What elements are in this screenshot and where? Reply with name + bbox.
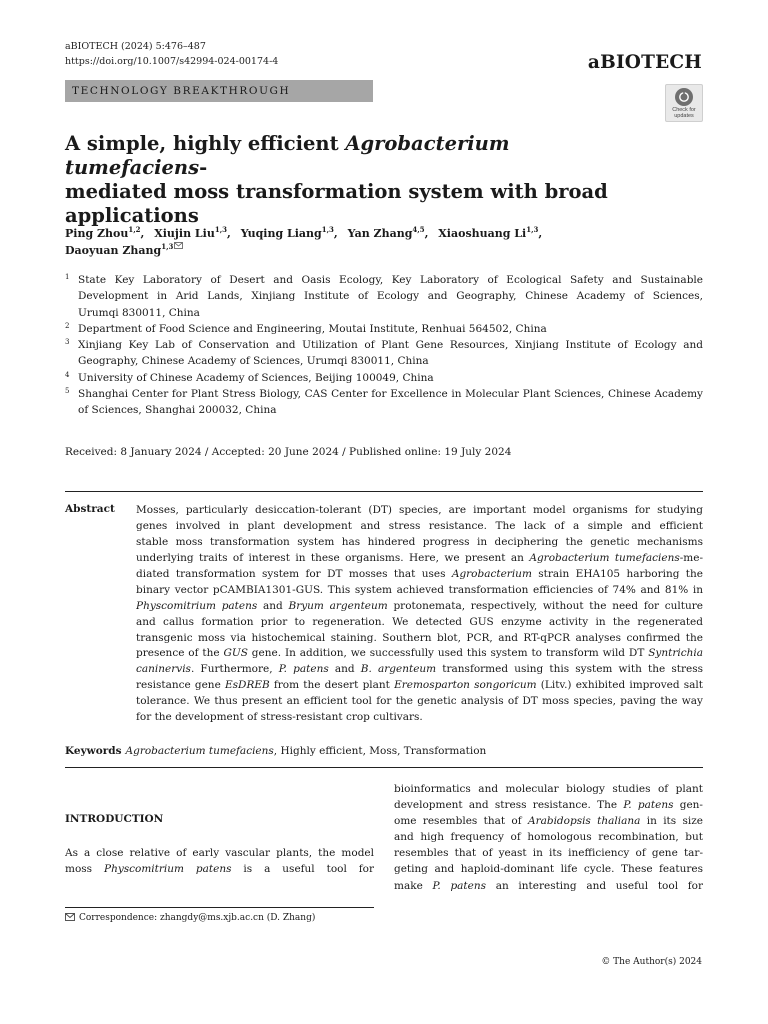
affiliation-item	[65, 321, 703, 337]
envelope-icon	[174, 242, 183, 249]
affiliation-item	[65, 386, 703, 419]
text-line: diated transformation system for DT mosses that uses Agrobacterium strain EHA105 harboring the	[136, 567, 703, 580]
affiliation-line: Xinjiang Key Lab of Conservation and Utilization of Plant Gene Resources, Xinjiang Institute of Ecology and	[78, 339, 703, 352]
abstract-text	[136, 503, 703, 726]
text-line: genes involved in plant development and stress resistance. The lack of a simple and efficient	[136, 519, 703, 532]
copyright: © The Author(s) 2024	[601, 957, 702, 967]
author[interactable]: Xiujin Liu$^{1,3}$,	[154, 225, 231, 240]
author[interactable]: Yuqing Liang$^{1,3}$,	[240, 225, 338, 240]
affiliation-item	[65, 272, 703, 321]
correspondence-text[interactable]: Correspondence: zhangdy@ms.xjb.ac.cn (D. Zhang)	[79, 913, 316, 923]
text-line: caninervis. Furthermore, P. patens and B. argenteum transformed using this system with the stress	[136, 663, 703, 676]
keywords-rest: , Highly efficient, Moss, Transformation	[273, 745, 487, 757]
text-line: presence of the GUS gene. In addition, we successfully used this system to transform wild DT Syntrichia	[136, 647, 703, 660]
journal-name: aBIOTECH	[587, 52, 702, 73]
citation: aBIOTECH (2024) 5:476–487	[65, 41, 206, 52]
affiliation-number: 3	[65, 338, 70, 347]
text-line: resembles that of yeast in its inefficiency of gene tar-	[394, 847, 703, 860]
doi-link[interactable]: https://doi.org/10.1007/s42994-024-00174-4	[65, 56, 279, 67]
publication-dates: Received: 8 January 2024 / Accepted: 20 June 2024 / Published online: 19 July 2024	[65, 446, 512, 458]
text-line: underlying traits of interest in these organisms. Here, we present an Agrobacterium tumefaciens-me-	[136, 551, 703, 564]
text-line: resistance gene EsDREB from the desert plant Eremosparton songoricum (Litv.) exhibited improved salt	[136, 679, 703, 692]
affiliations	[65, 272, 703, 419]
divider	[65, 491, 703, 492]
title-line-2: mediated moss transformation system with broad	[65, 180, 608, 203]
intro-right-column	[394, 781, 703, 894]
affiliation-line: Shanghai Center for Plant Stress Biology, CAS Center for Excellence in Molecular Plant Sciences, Chinese Academy	[78, 388, 703, 401]
envelope-icon	[65, 913, 75, 921]
affiliation-line: Department of Food Science and Engineering, Moutai Institute, Renhuai 564502, China	[78, 322, 547, 335]
corresponding-author[interactable]: Daoyuan Zhang$^{1,3}$	[65, 244, 183, 257]
text-line: make P. patens an interesting and useful tool for	[394, 879, 703, 892]
abstract-label: Abstract	[65, 503, 115, 515]
keywords	[65, 745, 486, 757]
footnote-divider	[65, 907, 374, 908]
text-line: stable moss transformation system has hindered progress in deciphering the genetic mechanisms	[136, 535, 703, 548]
author[interactable]: Xiaoshuang Li$^{1,3}$,	[438, 225, 543, 240]
author-list	[65, 226, 705, 259]
section-banner: TECHNOLOGY BREAKTHROUGH	[65, 80, 373, 102]
divider	[65, 767, 703, 768]
affiliation-number: 2	[65, 321, 70, 330]
text-line: tolerance. We thus present an efficient tool for the genetic analysis of DT moss species, paving the way	[136, 695, 703, 708]
title-italic: Agrobacterium tumefaciens	[65, 132, 510, 179]
affiliation-line: of Sciences, Shanghai 200032, China	[78, 404, 277, 417]
title-line-3: applications	[65, 204, 199, 227]
badge-line-2: updates	[674, 113, 694, 119]
text-line: binary vector pCAMBIA1301-GUS. This system achieved transformation efficiencies of 74% and 81% in	[136, 583, 703, 596]
affiliation-item	[65, 337, 703, 370]
keywords-label: Keywords	[65, 745, 122, 757]
section-heading: INTRODUCTION	[65, 813, 164, 825]
author[interactable]: Yan Zhang$^{4,5}$,	[347, 225, 429, 240]
title-hyphen: -	[199, 156, 208, 179]
affiliation-item	[65, 370, 703, 386]
text-line: moss Physcomitrium patens is a useful tool for	[65, 863, 374, 876]
keyword-italic: Agrobacterium tumefaciens	[125, 745, 274, 757]
affiliation-line: University of Chinese Academy of Sciences, Beijing 100049, China	[78, 371, 434, 384]
text-line: geting and haploid-dominant life cycle. These features	[394, 863, 703, 876]
text-line: and callus formation prior to regeneration. We detected GUS enzyme activity in the regenerated	[136, 615, 703, 628]
check-for-updates-badge[interactable]	[665, 84, 703, 122]
title-text: A simple, highly efficient	[65, 132, 346, 155]
intro-left-column	[65, 845, 374, 877]
affiliation-line: Geography, Chinese Academy of Sciences, Urumqi 830011, China	[78, 355, 429, 368]
affiliation-line: State Key Laboratory of Desert and Oasis Ecology, Key Laboratory of Ecological Safety and Sustainable	[78, 274, 703, 286]
text-line: Mosses, particularly desiccation-tolerant (DT) species, are important model organisms for studying	[136, 504, 703, 516]
affiliation-number: 4	[65, 370, 70, 379]
author[interactable]: Ping Zhou$^{1,2}$,	[65, 225, 145, 240]
affiliation-number: 1	[65, 273, 70, 281]
update-icon	[675, 88, 693, 106]
text-line: development and stress resistance. The P. patens gen-	[394, 799, 703, 812]
affiliation-number: 5	[65, 387, 70, 396]
text-line: As a close relative of early vascular plants, the model	[65, 847, 374, 859]
correspondence-note	[65, 913, 315, 923]
article-title	[65, 132, 625, 228]
badge-line-1: Check for	[672, 107, 696, 113]
text-line: Physcomitrium patens and Bryum argenteum protonemata, respectively, without the need for culture	[136, 599, 703, 612]
text-line: and high frequency of homologous recombination, but	[394, 831, 703, 844]
text-line: ome resembles that of Arabidopsis thaliana in its size	[394, 815, 703, 828]
affiliation-line: Urumqi 830011, China	[78, 306, 200, 319]
text-line: for the development of stress-resistant crop cultivars.	[136, 711, 423, 724]
affiliation-line: Development in Arid Lands, Xinjiang Institute of Ecology and Geography, Chinese Academy of Sciences,	[78, 290, 703, 303]
text-line: bioinformatics and molecular biology studies of plant	[394, 783, 703, 795]
text-line: transgenic moss via histochemical staining. Southern blot, PCR, and RT-qPCR analyses confirmed the	[136, 631, 703, 644]
